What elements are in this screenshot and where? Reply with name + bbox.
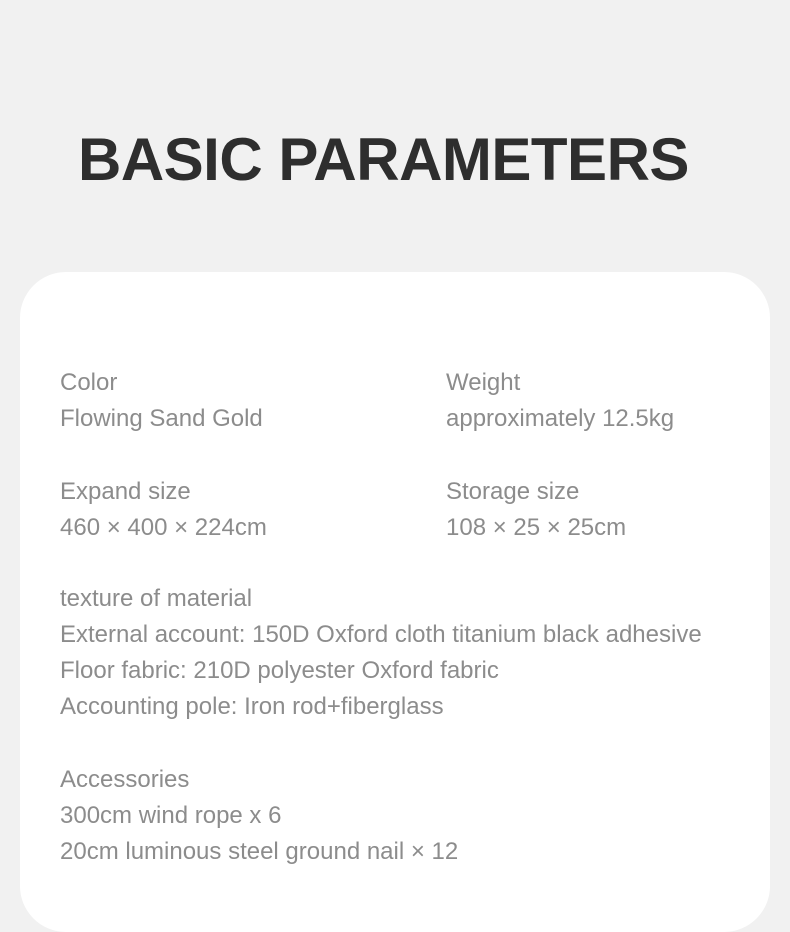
param-material-line: Accounting pole: Iron rod+fiberglass (60, 693, 444, 720)
param-storage-size-label: Storage size (446, 478, 580, 505)
param-weight-value: approximately 12.5kg (446, 405, 675, 432)
param-expand-size-label: Expand size (60, 478, 191, 505)
param-color-value: Flowing Sand Gold (60, 405, 263, 432)
param-material-line: External account: 150D Oxford cloth titanium black adhesive (60, 621, 702, 648)
param-material-line: Floor fabric: 210D polyester Oxford fabric (60, 657, 499, 684)
param-expand-size-value: 460 × 400 × 224cm (60, 514, 267, 541)
param-accessories-line: 20cm luminous steel ground nail × 12 (60, 838, 459, 865)
param-color-label: Color (60, 369, 118, 396)
page-title: BASIC PARAMETERS (78, 126, 689, 193)
param-storage-size-value: 108 × 25 × 25cm (446, 514, 627, 541)
param-expand-size (60, 474, 267, 546)
param-weight (446, 365, 674, 437)
param-accessories-label: Accessories (60, 766, 190, 793)
param-accessories-line: 300cm wind rope x 6 (60, 802, 282, 829)
param-material (60, 581, 702, 725)
param-accessories (60, 762, 458, 870)
parameters-card (20, 272, 770, 932)
param-weight-label: Weight (446, 369, 521, 396)
param-material-label: texture of material (60, 585, 253, 612)
param-color (60, 365, 263, 437)
param-storage-size (446, 474, 626, 546)
